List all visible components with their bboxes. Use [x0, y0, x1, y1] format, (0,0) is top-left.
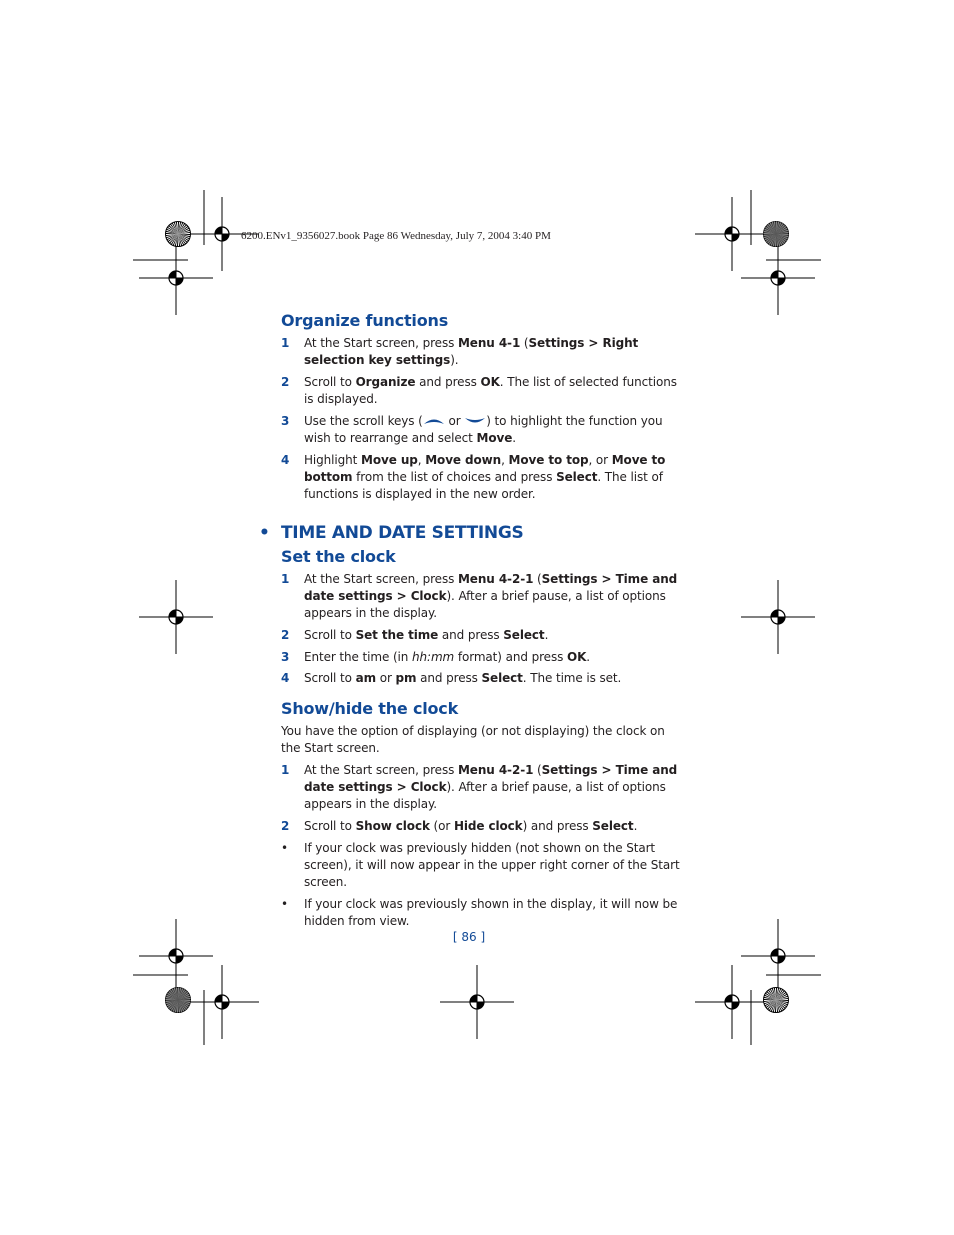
step-number: 4 [281, 452, 290, 467]
bullet-dot: • [281, 840, 288, 855]
page-content [259, 310, 681, 935]
registration-mark-icon [741, 241, 815, 315]
list-item: 2 Scroll to Organize and press OK. The list of selected functions is displayed. [281, 374, 677, 407]
step-number: 2 [281, 819, 290, 834]
list-item: 2 Scroll to Show clock (or Hide clock) and press Select. [281, 818, 681, 835]
intro-paragraph: You have the option of displaying (or not displaying) the clock on the Start screen. [281, 724, 665, 756]
step-number: 1 [281, 336, 290, 350]
bullet-item: • If your clock was previously shown in the display, it will now be hidden from view. [281, 896, 678, 929]
scroll-up-key-icon [423, 416, 445, 426]
book-header-info: 6200.ENv1_9356027.book Page 86 Wednesday, July 7, 2004 3:40 PM [241, 230, 551, 242]
show-hide-clock-heading: Show/hide the clock [281, 699, 459, 719]
step-number: 1 [281, 762, 290, 777]
registration-mark-icon [440, 965, 514, 1039]
list-item: 4 Scroll to am or pm and press Select. The time is set. [281, 670, 681, 687]
scroll-down-key-icon [464, 416, 486, 426]
page-number: [ 86 ] [452, 930, 486, 944]
list-item: 2 Scroll to Set the time and press Select. [281, 627, 681, 644]
color-wheel-icon [764, 222, 789, 247]
list-item: 1 At the Start screen, press Menu 4-2-1 (Settings > Time and date settings > Clock). After a brief pause, a list of options appears in the display. [281, 762, 678, 812]
bullet-item: • If your clock was previously hidden (not shown on the Start screen), it will now appear in the upper right corner of the Start screen. [281, 840, 680, 890]
color-wheel-icon [764, 988, 789, 1013]
step-number: 3 [281, 413, 290, 428]
step-number: 4 [281, 671, 290, 686]
step-number: 2 [281, 627, 290, 642]
set-clock-heading: Set the clock [281, 546, 396, 566]
registration-mark-icon [185, 965, 259, 1039]
registration-mark-icon [139, 241, 213, 315]
bullet-dot: • [281, 896, 288, 911]
list-item: 3 Use the scroll keys ( or ) to highlight the function you wish to rearrange and select Move. [281, 413, 663, 446]
registration-mark-icon [695, 965, 769, 1039]
registration-mark-icon [741, 580, 815, 654]
list-item: 3 Enter the time (in hh:mm format) and press OK. [281, 649, 681, 666]
step-number: 3 [281, 649, 290, 664]
step-number: 1 [281, 571, 290, 586]
list-item: 1 At the Start screen, press Menu 4-1 (Settings > Right selection key settings). [281, 336, 639, 368]
registration-mark-icon [695, 197, 769, 271]
color-wheel-icon [166, 988, 191, 1013]
organize-functions-heading: Organize functions [281, 311, 449, 330]
step-number: 2 [281, 374, 290, 389]
registration-mark-icon [139, 580, 213, 654]
list-item: 4 Highlight Move up, Move down, Move to top, or Move to bottom from the list of choices and press Select. The list of functions is displayed in the new order. [281, 452, 666, 502]
color-wheel-icon [166, 222, 191, 247]
list-item: 1 At the Start screen, press Menu 4-2-1 (Settings > Time and date settings > Clock). After a brief pause, a list of options appears in the display. [281, 571, 678, 621]
time-date-settings-heading: • TIME AND DATE SETTINGS [259, 522, 524, 543]
